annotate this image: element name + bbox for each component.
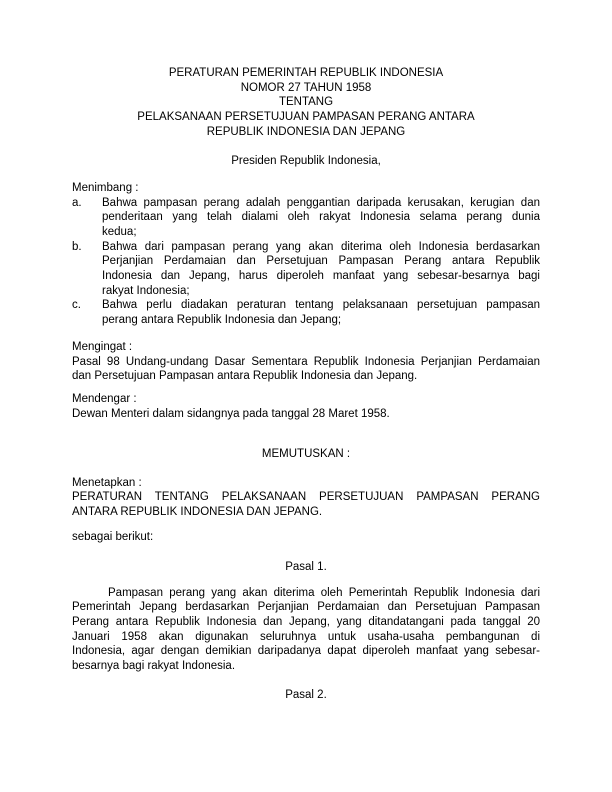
enacting-lines <box>72 490 540 519</box>
consideration-item <box>72 196 540 240</box>
text-line: Bahwa dari pampasan perang yang akan diterima oleh Indonesia berdasarkan <box>102 240 540 253</box>
list-marker: a. <box>72 196 82 209</box>
text-line: REPUBLIK INDONESIA DAN JEPANG <box>206 125 406 138</box>
consideration-item <box>72 298 540 327</box>
considering-items <box>72 196 540 328</box>
hearing-lines <box>72 407 540 422</box>
document-title <box>72 66 540 139</box>
text-line: PERATURAN TENTANG PELAKSANAAN PERSETUJUAN PAMPASAN PERANG <box>72 491 540 504</box>
decision-heading: MEMUTUSKAN : <box>261 448 351 460</box>
enacting-label: Menetapkan : <box>72 476 142 489</box>
text-line: Pemerintah Jepang berdasarkan Perjanjian Perdamaian dan Persetujuan Pampasan <box>72 601 540 614</box>
text-line: Perang antara Republik Indonesia dan Jepang, yang ditandatangani pada tanggal 20 <box>72 615 540 628</box>
enacting-section <box>72 476 540 520</box>
as-follows-line: sebagai berikut: <box>72 530 154 543</box>
text-line: PERATURAN PEMERINTAH REPUBLIK INDONESIA <box>168 67 444 79</box>
item-lines <box>102 298 540 327</box>
text-line: Januari 1958 akan digunakan seluruhnya untuk usaha-usaha pembangunan di <box>72 630 540 643</box>
text-line: Perjanjian Perdamaian dan Persetujuan Pampasan Perang antara Republik <box>102 255 540 268</box>
considering-label: Menimbang : <box>72 182 139 194</box>
text-line: Dewan Menteri dalam sidangnya pada tanggal 28 Maret 1958. <box>72 407 390 420</box>
list-marker: b. <box>72 240 82 253</box>
text-line: ANTARA REPUBLIK INDONESIA DAN JEPANG. <box>72 505 323 518</box>
salutation-line: Presiden Republik Indonesia, <box>231 155 381 167</box>
recalling-section <box>72 340 540 384</box>
text-line: perang antara Republik Indonesia dan Jepang; <box>102 314 342 327</box>
text-line: penderitaan yang telah dialami oleh rakyat Indonesia selama perang dunia <box>102 211 540 224</box>
article2-heading: Pasal 2. <box>285 689 327 701</box>
text-line: besarnya bagi rakyat Indonesia. <box>72 659 236 672</box>
text-line: Pasal 98 Undang-undang Dasar Sementara Republik Indonesia Perjanjian Perdamaian <box>72 355 540 368</box>
recalling-lines <box>72 355 540 384</box>
article1-paragraph <box>72 586 540 674</box>
text-line: Pampasan perang yang akan diterima oleh Pemerintah Republik Indonesia dari <box>108 586 540 599</box>
hearing-label: Mendengar : <box>72 393 137 405</box>
consideration-item <box>72 240 540 299</box>
list-marker: c. <box>72 299 81 312</box>
text-line: dan Persetujuan Pampasan antara Republik Indonesia dan Jepang. <box>72 370 418 383</box>
text-line: PELAKSANAAN PERSETUJUAN PAMPASAN PERANG ANTARA <box>137 111 475 124</box>
text-line: TENTANG <box>278 96 334 109</box>
item-lines <box>102 240 540 299</box>
text-line: Bahwa pampasan perang adalah penggantian daripada kerusakan, kerugian dan <box>102 196 540 209</box>
item-lines <box>102 196 540 240</box>
text-line: Indonesia dan Jepang, harus diperoleh manfaat yang sebesar-besarnya bagi <box>102 270 540 283</box>
text-line: NOMOR 27 TAHUN 1958 <box>240 81 372 94</box>
considering-section <box>72 181 540 328</box>
text-line: Bahwa perlu diadakan peraturan tentang pelaksanaan persetujuan pampasan <box>102 299 540 312</box>
text-line: Indonesia, agar dengan demikian daripadanya dapat diperoleh manfaat yang sebesar- <box>72 645 540 658</box>
article1-heading: Pasal 1. <box>285 560 327 573</box>
text-line: rakyat Indonesia; <box>102 284 190 297</box>
hearing-section <box>72 392 540 421</box>
recalling-label: Mengingat : <box>72 341 133 353</box>
text-line: kedua; <box>102 226 137 239</box>
